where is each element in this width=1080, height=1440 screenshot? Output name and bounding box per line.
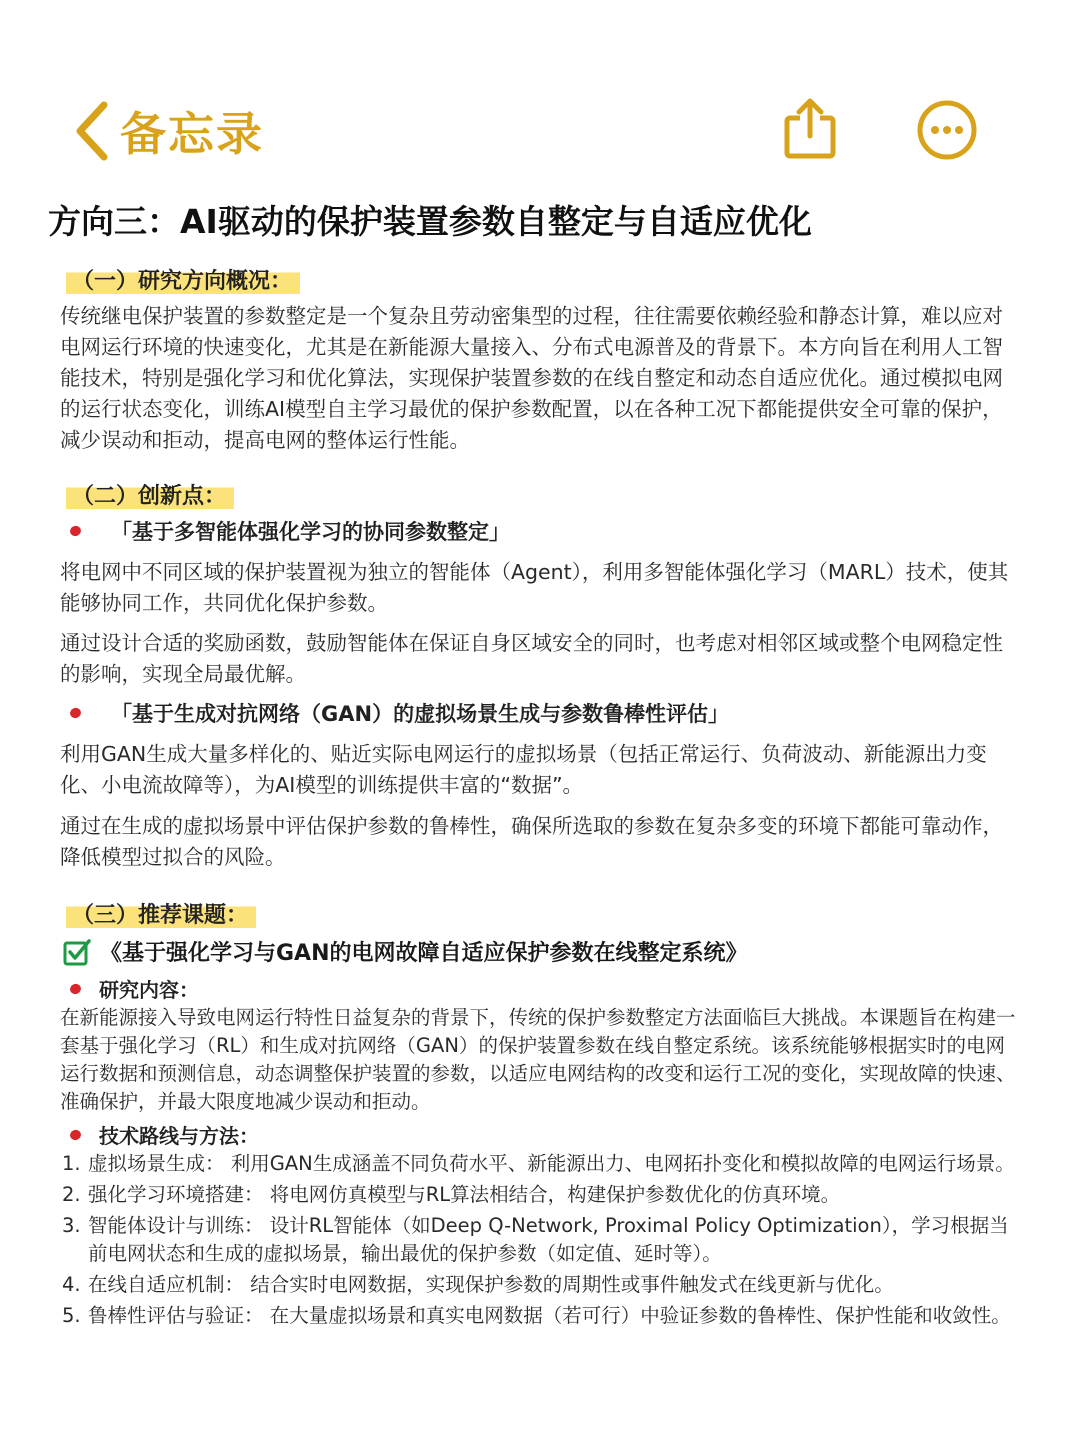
recommended-topic-title: 《基于强化学习与GAN的电网故障自适应保护参数在线整定系统》	[100, 941, 748, 966]
step-text: 在线自适应机制： 结合实时电网数据，实现保护参数的周期性或事件触发式在线更新与优化。	[88, 1273, 894, 1296]
innovation-point-paragraph: 通过在生成的虚拟场景中评估保护参数的鲁棒性，确保所选取的参数在复杂多变的环境下都能可靠动作，降低模型过拟合的风险。	[60, 814, 1003, 869]
list-item	[62, 1150, 1024, 1178]
method-steps-list	[62, 1150, 1024, 1333]
step-number: 3.	[62, 1214, 81, 1237]
overview-paragraph: 传统继电保护装置的参数整定是一个复杂且劳动密集型的过程，往往需要依赖经验和静态计算，难以应对电网运行环境的快速变化，尤其是在新能源大量接入、分布式电源普及的背景下。本方向旨在利用人工智能技术，特别是强化学习和优化算法，实现保护装置参数的在线自整定和动态自适应优化。通过模拟电网的运行状态变化，训练AI模型自主学习最优的保护参数配置，以在各种工况下都能提供安全可靠的保护，减少误动和拒动，提高电网的整体运行性能。	[60, 304, 1003, 452]
method-label-row	[70, 1120, 259, 1149]
step-text: 鲁棒性评估与验证： 在大量虚拟场景和真实电网数据（若可行）中验证参数的鲁棒性、保护性能和收敛性。	[88, 1304, 1011, 1327]
innovation-point-paragraph: 利用GAN生成大量多样化的、贴近实际电网运行的虚拟场景（包括正常运行、负荷波动、新能源出力变化、小电流故障等），为AI模型的训练提供丰富的“数据”。	[60, 742, 987, 797]
section-heading-innovation: （二）创新点：	[66, 477, 234, 512]
more-icon[interactable]	[915, 98, 979, 162]
bullet-icon	[69, 524, 83, 537]
step-text: 虚拟场景生成： 利用GAN生成涵盖不同负荷水平、新能源出力、电网拓扑变化和模拟故障的电网运行场景。	[88, 1152, 1015, 1175]
innovation-point-paragraph: 将电网中不同区域的保护装置视为独立的智能体（Agent），利用多智能体强化学习（MARL）技术，使其能够协同工作，共同优化保护参数。	[60, 560, 1009, 615]
bullet-icon	[69, 982, 83, 995]
bullet-icon	[69, 1128, 83, 1141]
back-button[interactable]	[70, 96, 264, 166]
step-number: 1.	[62, 1152, 81, 1175]
research-content-label-row	[70, 974, 199, 1003]
innovation-point-title: 「基于多智能体强化学习的协同参数整定」	[111, 520, 510, 544]
method-label: 技术路线与方法：	[99, 1124, 259, 1148]
research-content-label: 研究内容：	[99, 978, 199, 1002]
navigation-bar	[0, 0, 1080, 180]
section-heading-overview: （一）研究方向概况：	[66, 262, 300, 297]
chevron-left-icon	[70, 99, 114, 163]
step-number: 4.	[62, 1273, 81, 1296]
step-text: 智能体设计与训练： 设计RL智能体（如Deep Q-Network, Proximal Policy Optimization），学习根据当前电网状态和生成的虚拟场景，输出最优的保护参数（如定值、延时等）。	[88, 1214, 1009, 1265]
list-item	[62, 1271, 1024, 1299]
step-number: 2.	[62, 1183, 81, 1206]
bullet-icon	[69, 706, 83, 719]
recommended-topic	[62, 936, 748, 967]
back-label: 备忘录	[120, 107, 264, 161]
list-item	[62, 1181, 1024, 1209]
list-item	[62, 1212, 1024, 1268]
innovation-point-paragraph: 通过设计合适的奖励函数，鼓励智能体在保证自身区域安全的同时，也考虑对相邻区域或整个电网稳定性的影响，实现全局最优解。	[60, 631, 1003, 686]
checkbox-checked-icon	[62, 937, 92, 967]
page-title: 方向三：AI驱动的保护装置参数自整定与自适应优化	[48, 202, 812, 241]
innovation-point-1	[70, 516, 510, 546]
step-text: 强化学习环境搭建： 将电网仿真模型与RL算法相结合，构建保护参数优化的仿真环境。	[88, 1183, 841, 1206]
section-heading-topic: （三）推荐课题：	[66, 896, 256, 931]
share-icon[interactable]	[780, 96, 840, 160]
list-item	[62, 1302, 1024, 1330]
innovation-point-title: 「基于生成对抗网络（GAN）的虚拟场景生成与参数鲁棒性评估」	[111, 702, 730, 726]
research-content-paragraph: 在新能源接入导致电网运行特性日益复杂的背景下，传统的保护参数整定方法面临巨大挑战。本课题旨在构建一套基于强化学习（RL）和生成对抗网络（GAN）的保护装置参数在线自整定系统。该系统能够根据实时的电网运行数据和预测信息，动态调整保护装置的参数，以适应电网结构的改变和运行工况的变化，实现故障的快速、准确保护，并最大限度地减少误动和拒动。	[60, 1006, 1016, 1113]
step-number: 5.	[62, 1304, 81, 1327]
innovation-point-2	[70, 698, 729, 728]
